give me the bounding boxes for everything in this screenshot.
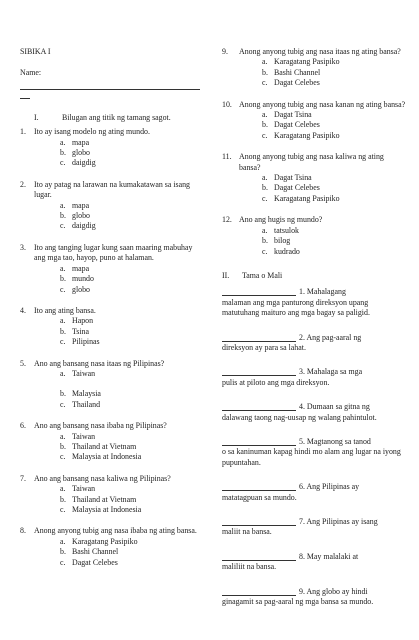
choice-item	[20, 547, 205, 557]
choice-item	[222, 110, 407, 120]
choice-text: Taiwan	[72, 368, 96, 378]
choice-letter: a.	[60, 484, 66, 494]
question-row	[20, 180, 205, 201]
choice-item	[222, 120, 407, 130]
true-false-item	[222, 482, 407, 503]
choice-item	[20, 221, 205, 231]
choice-text: Bashi Channel	[274, 67, 321, 77]
choice-letter: a.	[60, 316, 66, 326]
choice-item	[20, 285, 205, 295]
statement-first-line	[222, 333, 407, 343]
choice-text: mapa	[72, 200, 90, 210]
choice-letter: b.	[262, 120, 268, 130]
choice-item	[222, 236, 407, 246]
section-number: I.	[34, 112, 39, 122]
question-text: Ano ang hugis ng mundo?	[239, 215, 323, 225]
section-two-heading	[222, 271, 407, 281]
question-block	[20, 359, 205, 411]
choice-list	[222, 110, 407, 141]
choice-letter: b.	[60, 389, 66, 399]
section-number: II.	[222, 270, 230, 280]
question-block	[20, 306, 205, 348]
left-column	[20, 0, 205, 568]
choice-text: globo	[72, 211, 90, 221]
choice-item	[20, 389, 205, 399]
answer-blank	[222, 587, 296, 596]
choice-letter: c.	[60, 399, 66, 409]
question-number: 2.	[20, 179, 26, 189]
choice-letter: b.	[262, 67, 268, 77]
worksheet-title: SIBIKA I	[20, 47, 51, 56]
choice-item	[222, 173, 407, 183]
choice-text: Thailand at Vietnam	[72, 494, 137, 504]
question-number: 7.	[20, 473, 26, 483]
true-false-item	[222, 287, 407, 318]
choice-letter: c.	[262, 246, 268, 256]
choice-letter: c.	[60, 557, 66, 567]
statement-first-line	[222, 517, 407, 527]
choice-text: mapa	[72, 263, 90, 273]
choice-text: Dagat Celebes	[274, 78, 320, 88]
choice-item	[20, 369, 205, 379]
choice-text: Dagat Tsina	[274, 110, 312, 120]
question-row	[20, 359, 205, 369]
question-row	[222, 47, 407, 57]
choice-text: Thailand	[72, 399, 101, 409]
choice-text: kudrado	[274, 246, 300, 256]
statement-first-line	[222, 402, 407, 412]
choice-list	[222, 173, 407, 204]
choice-letter: b.	[60, 211, 66, 221]
choice-letter: b.	[262, 183, 268, 193]
question-block	[222, 152, 407, 204]
question-block	[20, 180, 205, 232]
choice-item	[20, 201, 205, 211]
choice-text: daigdig	[72, 221, 96, 231]
question-text: Ito ay patag na larawan na kumakatawan sa isang lugar.	[34, 179, 190, 200]
statement-start: 3. Mahalaga sa mga	[299, 367, 363, 377]
true-false-item	[222, 437, 407, 468]
choice-item	[20, 138, 205, 148]
question-number: 11.	[222, 152, 232, 162]
question-number: 6.	[20, 421, 26, 431]
choice-item	[222, 194, 407, 204]
true-false-item	[222, 402, 407, 423]
question-block	[20, 127, 205, 169]
choice-text: Karagatang Pasipiko	[274, 193, 340, 203]
choice-item	[20, 495, 205, 505]
choice-text: mundo	[72, 274, 94, 284]
true-false-item	[222, 367, 407, 388]
question-row	[20, 474, 205, 484]
choice-list	[222, 57, 407, 88]
question-number: 5.	[20, 358, 26, 368]
choice-item	[222, 131, 407, 141]
section-instruction: Bilugan ang titik ng tamang sagot.	[62, 112, 171, 122]
answer-blank	[222, 517, 296, 526]
true-false-item	[222, 587, 407, 608]
choice-item	[20, 264, 205, 274]
choice-letter: a.	[262, 225, 268, 235]
choice-letter: a.	[60, 137, 66, 147]
choice-text: Dagat Celebes	[72, 557, 118, 567]
choice-list	[20, 201, 205, 232]
statement-start: 9. Ang globo ay hindi	[299, 586, 368, 596]
choice-item	[222, 78, 407, 88]
right-question-list	[222, 47, 407, 257]
choice-item	[222, 57, 407, 67]
question-block	[222, 47, 407, 89]
statement-rest: dalawang taong nag-uusap ng walang pahintulot.	[222, 412, 377, 422]
question-block	[20, 526, 205, 568]
statement-first-line	[222, 587, 407, 597]
choice-text: Taiwan	[72, 431, 96, 441]
answer-blank	[222, 482, 296, 491]
statement-start: 8. May malalaki at	[299, 551, 359, 561]
choice-text: Malaysia at Indonesia	[72, 505, 142, 514]
question-number: 3.	[20, 242, 26, 252]
question-text: Ano ang bansang nasa itaas ng Pilipinas?	[34, 358, 165, 368]
choice-item	[20, 316, 205, 326]
question-block	[20, 421, 205, 463]
question-text: Anong anyong tubig ang nasa kaliwa ng ating bansa?	[239, 152, 384, 172]
choice-item	[222, 68, 407, 78]
statement-rest: matatagpuan sa mundo.	[222, 492, 297, 502]
choice-item	[20, 505, 205, 515]
question-text: Ito ay isang modelo ng ating mundo.	[34, 127, 150, 137]
section-one-heading	[20, 113, 205, 123]
true-false-item	[222, 517, 407, 538]
choice-text: bilog	[274, 236, 291, 246]
choice-text: Dagat Tsina	[274, 173, 312, 183]
question-row	[20, 421, 205, 431]
choice-text: mapa	[72, 137, 90, 147]
statement-rest: direksyon ay para sa lahat.	[222, 342, 306, 352]
question-block	[222, 100, 407, 142]
choice-list	[20, 484, 205, 515]
choice-letter: c.	[262, 130, 268, 140]
choice-text: globo	[72, 284, 90, 294]
choice-list	[20, 264, 205, 295]
choice-text: Karagatang Pasipiko	[274, 57, 340, 67]
choice-letter: b.	[60, 148, 66, 158]
choice-letter: a.	[60, 536, 66, 546]
choice-text: Bashi Channel	[72, 547, 119, 557]
question-number: 4.	[20, 305, 26, 315]
statement-rest: maliit na bansa.	[222, 527, 272, 537]
choice-list	[222, 226, 407, 257]
choice-item	[20, 484, 205, 494]
choice-item	[222, 183, 407, 193]
choice-letter: c.	[60, 337, 66, 347]
statement-rest: pulis at piloto ang mga direksyon.	[222, 377, 330, 387]
answer-blank	[222, 333, 296, 342]
question-number: 1.	[20, 127, 26, 137]
choice-item	[20, 327, 205, 337]
choice-item	[222, 247, 407, 257]
question-number: 8.	[20, 526, 26, 536]
choice-letter: b.	[60, 441, 66, 451]
true-false-item	[222, 552, 407, 573]
statement-first-line	[222, 437, 407, 447]
question-row	[20, 526, 205, 536]
choice-letter: c.	[60, 452, 66, 462]
question-row	[20, 243, 205, 264]
statement-rest: maliliit na bansa.	[222, 562, 277, 572]
choice-text: Taiwan	[72, 484, 96, 494]
choice-letter: a.	[60, 200, 66, 210]
choice-item	[20, 452, 205, 462]
choice-letter: b.	[60, 326, 66, 336]
choice-text: daigdig	[72, 158, 96, 168]
choice-letter: b.	[60, 494, 66, 504]
question-text: Ano ang bansang nasa ibaba ng Pilipinas?	[34, 421, 167, 431]
choice-text: tatsulok	[274, 225, 299, 235]
question-text: Anong anyong tubig ang nasa kanan ng ating bansa?	[239, 99, 406, 109]
section-instruction: Tama o Mali	[242, 270, 283, 280]
choice-list	[20, 138, 205, 169]
choice-text: Malaysia at Indonesia	[72, 452, 142, 462]
question-row	[222, 152, 407, 173]
question-row	[222, 215, 407, 225]
question-row	[222, 100, 407, 110]
choice-letter: c.	[60, 505, 66, 514]
choice-letter: c.	[60, 221, 66, 231]
question-block	[222, 215, 407, 257]
statement-start: 2. Ang pag-aaral ng	[299, 332, 362, 342]
choice-text: globo	[72, 148, 90, 158]
statement-first-line	[222, 552, 407, 562]
right-column	[222, 0, 407, 607]
choice-letter: c.	[262, 193, 268, 203]
left-question-list	[20, 127, 205, 568]
name-blank-line	[20, 85, 200, 90]
choice-letter: c.	[262, 78, 268, 88]
name-blank-line-short	[20, 98, 30, 99]
choice-text: Dagat Celebes	[274, 183, 320, 193]
choice-text: Dagat Celebes	[274, 120, 320, 130]
choice-item	[20, 337, 205, 347]
choice-letter: a.	[60, 431, 66, 441]
question-row	[20, 127, 205, 137]
answer-blank	[222, 437, 296, 446]
choice-item	[20, 537, 205, 547]
choice-item	[20, 442, 205, 452]
choice-item	[20, 158, 205, 168]
choice-letter: c.	[60, 158, 66, 168]
question-text: Ito ang ating bansa.	[34, 305, 96, 315]
statement-rest: malaman ang mga panturong direksyon upang matutuhang maituro ang mga bagay sa paligid.	[222, 297, 370, 318]
choice-item	[20, 274, 205, 284]
choice-text: Pilipinas	[72, 337, 100, 347]
choice-text: Karagatang Pasipiko	[274, 130, 340, 140]
question-block	[20, 474, 205, 516]
question-text: Ito ang tanging lugar kung saan maaring mabuhay ang mga tao, hayop, puno at halaman.	[34, 242, 193, 263]
question-text: Anong anyong tubig ang nasa ibaba ng ating bansa.	[34, 526, 197, 536]
choice-text: Thailand at Vietnam	[72, 441, 137, 451]
choice-letter: a.	[60, 368, 66, 378]
choice-text: Karagatang Pasipiko	[72, 536, 138, 546]
question-row	[20, 306, 205, 316]
choice-letter: b.	[60, 274, 66, 284]
choice-item	[20, 400, 205, 410]
choice-list	[20, 316, 205, 347]
true-false-list	[222, 287, 407, 607]
question-text: Anong anyong tubig ang nasa itaas ng ating bansa?	[239, 47, 401, 56]
question-block	[20, 243, 205, 295]
question-number: 9.	[222, 47, 228, 56]
statement-start: 7. Ang Pilipinas ay isang	[299, 517, 378, 526]
question-number: 10.	[222, 99, 232, 109]
choice-letter: a.	[262, 173, 268, 183]
true-false-item	[222, 333, 407, 354]
choice-letter: a.	[262, 110, 268, 120]
choice-text: Hapon	[72, 316, 94, 326]
statement-start: 4. Dumaan sa gitna ng	[299, 402, 370, 412]
choice-item	[20, 558, 205, 568]
name-label: Name:	[20, 68, 42, 78]
choice-item	[20, 211, 205, 221]
answer-blank	[222, 367, 296, 376]
choice-text: Tsina	[72, 326, 89, 336]
choice-list	[20, 432, 205, 463]
choice-letter: a.	[60, 263, 66, 273]
choice-letter: a.	[262, 57, 268, 67]
statement-first-line	[222, 482, 407, 492]
question-number: 12.	[222, 215, 232, 225]
statement-rest: o sa kaninuman kapag hindi mo alam ang lugar na iyong pupuntahan.	[222, 447, 401, 467]
answer-blank	[222, 402, 296, 411]
statement-start: 6. Ang Pilipinas ay	[299, 482, 360, 492]
choice-list	[20, 537, 205, 568]
statement-start: 5. Magtanong sa tanod	[299, 436, 371, 446]
answer-blank	[222, 552, 296, 561]
choice-list	[20, 369, 205, 410]
choice-item	[20, 148, 205, 158]
statement-start: 1. Mahalagang	[299, 287, 346, 297]
choice-letter: b.	[60, 547, 66, 557]
question-text: Ano ang bansang nasa kaliwa ng Pilipinas?	[34, 473, 171, 483]
choice-item	[222, 226, 407, 236]
statement-first-line	[222, 367, 407, 377]
choice-letter: b.	[262, 236, 268, 246]
answer-blank	[222, 287, 296, 296]
choice-letter: c.	[60, 284, 66, 294]
statement-first-line	[222, 287, 407, 297]
choice-text: Malaysia	[72, 389, 101, 399]
statement-rest: ginagamit sa pag-aaral ng mga bansa sa mundo.	[222, 597, 374, 607]
choice-item	[20, 432, 205, 442]
